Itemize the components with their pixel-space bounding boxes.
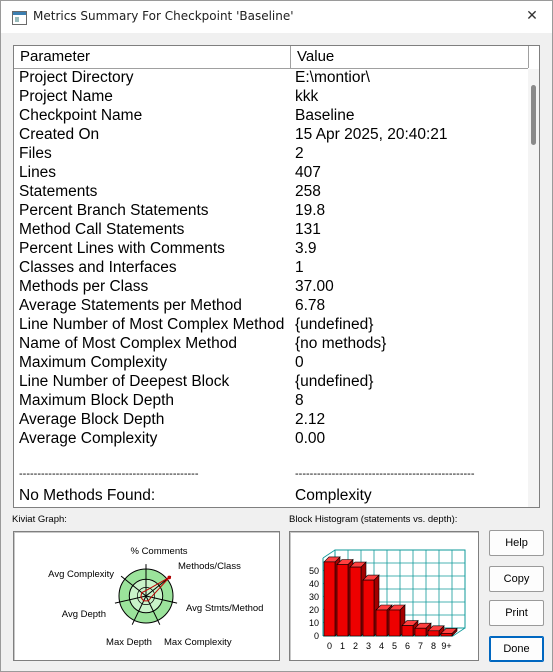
block-histogram — [290, 532, 478, 660]
parameter-cell: No Methods Found: — [19, 487, 156, 504]
kiviat-axis-label: Methods/Class — [178, 561, 241, 572]
separator-row — [14, 468, 528, 487]
column-header-parameter[interactable]: Parameter — [14, 46, 291, 68]
histogram-bar — [324, 562, 335, 636]
table-row[interactable] — [14, 259, 528, 278]
table-row[interactable] — [14, 278, 528, 297]
table-row[interactable] — [14, 183, 528, 202]
separator-left: ------------------------------------------------- — [19, 468, 199, 480]
copy-button[interactable]: Copy — [489, 566, 544, 592]
separator-right: ------------------------------------------------- — [295, 468, 475, 480]
value-cell: 37.00 — [295, 278, 334, 295]
parameter-cell: Method Call Statements — [19, 221, 185, 238]
histogram-bar — [389, 610, 400, 636]
table-row[interactable] — [14, 411, 528, 430]
value-cell: {undefined} — [295, 373, 374, 390]
parameter-cell: Files — [19, 145, 52, 162]
parameter-cell: Average Statements per Method — [19, 297, 242, 314]
kiviat-data-point — [167, 576, 171, 580]
kiviat-axis-label: Avg Depth — [61, 609, 106, 620]
parameter-cell: Line Number of Most Complex Method — [19, 316, 285, 333]
parameter-cell: Checkpoint Name — [19, 107, 143, 124]
value-cell: 19.8 — [295, 202, 326, 219]
footer-row[interactable] — [14, 487, 528, 506]
histogram-y-tick-label: 30 — [308, 592, 319, 602]
value-cell: 131 — [295, 221, 321, 238]
histogram-x-tick-label: 3 — [365, 641, 372, 651]
value-cell: 2 — [295, 145, 304, 162]
table-row[interactable] — [14, 240, 528, 259]
table-row[interactable] — [14, 107, 528, 126]
table-row[interactable] — [14, 392, 528, 411]
kiviat-graph — [14, 532, 279, 660]
value-cell: 0 — [295, 354, 304, 371]
kiviat-graph-panel — [13, 531, 280, 661]
parameter-cell: Maximum Block Depth — [19, 392, 175, 409]
table-row[interactable] — [14, 126, 528, 145]
parameter-cell: Project Directory — [19, 69, 134, 86]
histogram-y-tick-label: 50 — [308, 566, 319, 576]
value-cell: 258 — [295, 183, 321, 200]
value-cell: 2.12 — [295, 411, 326, 428]
histogram-panel — [289, 531, 479, 661]
parameter-cell: Lines — [19, 164, 57, 181]
histogram-x-tick-label: 9+ — [441, 641, 452, 651]
parameter-cell: Project Name — [19, 88, 113, 105]
table-row[interactable] — [14, 335, 528, 354]
app-icon — [12, 11, 27, 25]
histogram-x-tick-label: 5 — [391, 641, 398, 651]
title-bar — [1, 1, 552, 33]
metrics-list[interactable] — [13, 45, 540, 508]
kiviat-axis-label: Max Depth — [106, 637, 152, 648]
value-cell: 1 — [295, 259, 304, 276]
histogram-bar — [337, 565, 348, 637]
histogram-bar — [350, 567, 361, 636]
histogram-bar — [415, 628, 426, 636]
parameter-cell: Statements — [19, 183, 98, 200]
table-row[interactable] — [14, 297, 528, 316]
value-cell: 0.00 — [295, 430, 326, 447]
histogram-x-tick-label: 0 — [326, 641, 333, 651]
histogram-x-tick-label: 6 — [404, 641, 411, 651]
value-cell: {undefined} — [295, 316, 374, 333]
parameter-cell: Line Number of Deepest Block — [19, 373, 230, 390]
table-row[interactable] — [14, 69, 528, 88]
window-title: Metrics Summary For Checkpoint 'Baseline' — [33, 9, 294, 23]
histogram-y-tick-label: 40 — [308, 579, 319, 589]
close-button[interactable]: ✕ — [526, 8, 538, 24]
histogram-bar — [402, 626, 413, 636]
kiviat-axis-label: Avg Complexity — [48, 569, 114, 580]
done-button[interactable]: Done — [489, 636, 544, 662]
histogram-y-tick-label: 20 — [308, 605, 319, 615]
histogram-x-tick-label: 2 — [352, 641, 359, 651]
table-row[interactable] — [14, 354, 528, 373]
value-cell: 15 Apr 2025, 20:40:21 — [295, 126, 448, 143]
kiviat-label: Kiviat Graph: — [12, 514, 67, 525]
parameter-cell: Average Block Depth — [19, 411, 165, 428]
value-cell: 407 — [295, 164, 321, 181]
kiviat-axis-label: Avg Stmts/Method — [186, 603, 264, 614]
table-row[interactable] — [14, 88, 528, 107]
vertical-scrollbar[interactable] — [528, 69, 539, 507]
table-row[interactable] — [14, 430, 528, 449]
help-button[interactable]: Help — [489, 530, 544, 556]
histogram-x-tick-label: 8 — [430, 641, 437, 651]
value-cell: Baseline — [295, 107, 355, 124]
histogram-x-tick-label: 1 — [339, 641, 346, 651]
parameter-cell: Percent Branch Statements — [19, 202, 209, 219]
table-row[interactable] — [14, 145, 528, 164]
blank-row — [14, 449, 528, 468]
parameter-cell: Methods per Class — [19, 278, 149, 295]
kiviat-axis-label: % Comments — [130, 546, 188, 557]
parameter-cell: Maximum Complexity — [19, 354, 168, 371]
column-header-value[interactable]: Value — [297, 48, 335, 65]
value-cell: 8 — [295, 392, 304, 409]
value-cell: {no methods} — [295, 335, 387, 352]
histogram-bar — [376, 610, 387, 636]
header-corner — [528, 46, 540, 68]
list-header — [14, 46, 528, 69]
histogram-x-tick-label: 7 — [417, 641, 424, 651]
scrollbar-thumb[interactable] — [531, 85, 536, 145]
table-row[interactable] — [14, 373, 528, 392]
parameter-cell: Average Complexity — [19, 430, 158, 447]
table-row[interactable] — [14, 221, 528, 240]
histogram-label: Block Histogram (statements vs. depth): — [289, 514, 458, 525]
parameter-cell: Created On — [19, 126, 100, 143]
parameter-cell: Percent Lines with Comments — [19, 240, 225, 257]
table-row[interactable] — [14, 164, 528, 183]
metrics-rows — [14, 69, 528, 506]
histogram-x-tick-label: 4 — [378, 641, 385, 651]
histogram-bar — [428, 631, 439, 636]
histogram-y-tick-label: 0 — [313, 631, 319, 641]
histogram-bar — [441, 633, 452, 636]
value-cell: kkk — [295, 88, 319, 105]
value-cell: Complexity — [295, 487, 372, 504]
kiviat-axis-label: Max Complexity — [164, 637, 232, 648]
parameter-cell: Name of Most Complex Method — [19, 335, 237, 352]
value-cell: 3.9 — [295, 240, 317, 257]
parameter-cell: Classes and Interfaces — [19, 259, 177, 276]
print-button[interactable]: Print — [489, 600, 544, 626]
histogram-y-tick-label: 10 — [308, 618, 319, 628]
table-row[interactable] — [14, 316, 528, 335]
table-row[interactable] — [14, 202, 528, 221]
histogram-bar — [363, 580, 374, 636]
value-cell: E:\montior\ — [295, 69, 370, 86]
value-cell: 6.78 — [295, 297, 326, 314]
